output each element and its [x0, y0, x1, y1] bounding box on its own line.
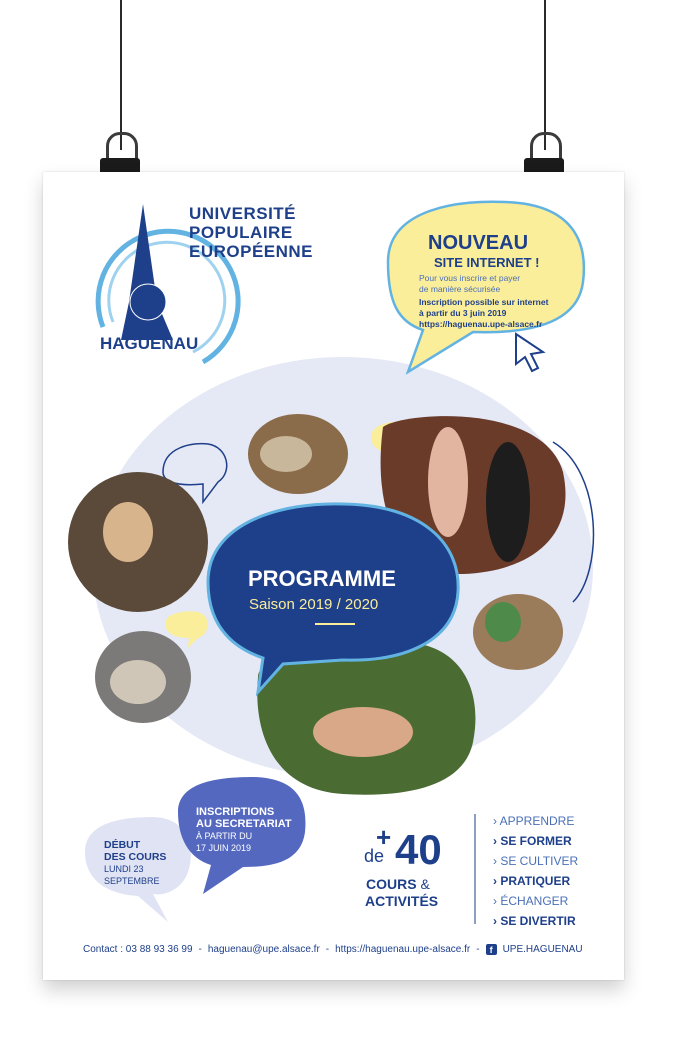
site-internet-title: SITE INTERNET !: [434, 255, 540, 270]
nouveau-desc-line-2: de manière sécurisée: [419, 284, 501, 294]
debut-line-4: SEPTEMBRE: [104, 876, 160, 886]
org-line-1: UNIVERSITÉ: [189, 204, 297, 223]
footer-separator: -: [198, 944, 202, 955]
activity-item-apprendre: › APPRENDRE: [493, 814, 575, 828]
footer-website-link[interactable]: https://haguenau.upe-alsace.fr: [335, 944, 471, 955]
org-line-2: POPULAIRE: [189, 223, 293, 242]
debut-line-2: DES COURS: [104, 851, 167, 863]
facebook-icon: f: [486, 944, 497, 955]
activites-label: ACTIVITÉS: [365, 893, 439, 909]
org-name: [189, 204, 313, 261]
left-wire: [120, 0, 122, 150]
cours-word: COURS: [366, 876, 417, 892]
activity-item-pratiquer: › PRATIQUER: [493, 874, 571, 888]
footer-facebook-link[interactable]: UPE.HAGUENAU: [502, 944, 583, 955]
footer-contact-bar: [83, 944, 583, 955]
nouveau-detail-line-1: Inscription possible sur internet: [419, 297, 549, 307]
org-line-3: EUROPÉENNE: [189, 242, 314, 261]
inscriptions-line-1: INSCRIPTIONS: [196, 806, 275, 818]
nouveau-details: [419, 297, 548, 330]
logo-city: HAGUENAU: [100, 334, 199, 353]
inscriptions-text: [196, 806, 292, 854]
inscriptions-line-2: AU SECRETARIAT: [196, 818, 292, 830]
nouveau-url-link[interactable]: https://haguenau.upe-alsace.fr: [419, 319, 543, 329]
plus-sign: +: [376, 822, 392, 852]
debut-text: [104, 839, 166, 887]
footer-email-link[interactable]: haguenau@upe.alsace.fr: [207, 944, 320, 955]
activity-item-se-divertir: › SE DIVERTIR: [493, 914, 576, 928]
activity-item-echanger: › ÉCHANGER: [493, 894, 569, 908]
nouveau-desc: [419, 273, 520, 295]
eu-stars-emblem: [130, 284, 166, 320]
nouveau-title: NOUVEAU: [428, 232, 529, 254]
activities-list: [493, 811, 578, 931]
nouveau-desc-line-1: Pour vous inscrire et payer: [419, 273, 521, 283]
activity-item-se-former: › SE FORMER: [493, 834, 572, 848]
debut-line-1: DÉBUT: [104, 839, 141, 851]
inscriptions-line-3: À PARTIR DU: [196, 831, 253, 841]
footer-separator: -: [476, 944, 480, 955]
inscriptions-line-4: 17 JUIN 2019: [196, 843, 252, 853]
footer-separator: -: [325, 944, 330, 955]
nouveau-detail-line-2: à partir du 3 juin 2019: [419, 308, 507, 318]
debut-line-3: LUNDI 23: [104, 864, 144, 874]
mouse-cursor-icon: [516, 334, 543, 371]
right-wire: [544, 0, 546, 150]
activity-item-se-cultiver: › SE CULTIVER: [493, 854, 579, 868]
cours-label: [366, 876, 430, 892]
ampersand: &: [420, 876, 430, 892]
footer-phone: Contact : 03 88 93 36 99: [83, 944, 193, 955]
de-label: de: [364, 846, 385, 866]
count-number: 40: [395, 826, 442, 873]
programme-season: Saison 2019 / 2020: [249, 596, 379, 613]
programme-title: PROGRAMME: [248, 566, 396, 591]
